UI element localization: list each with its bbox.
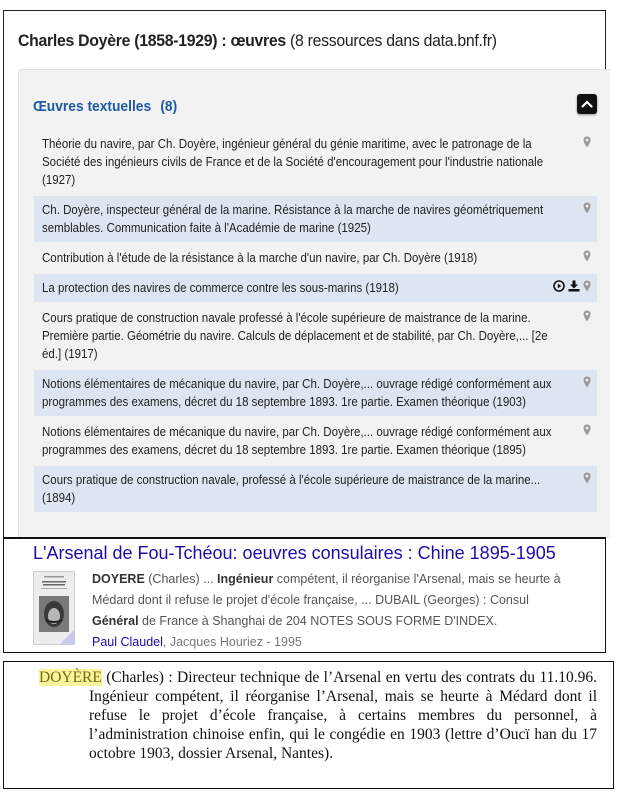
- map-pin-icon[interactable]: [583, 136, 591, 148]
- work-actions: [583, 202, 591, 214]
- page-title-count: (8 ressources dans data.bnf.fr): [285, 31, 497, 50]
- work-title[interactable]: La protection des navires de commerce contre les sous-marins (1918): [42, 281, 399, 295]
- notice-body: (Charles) : Directeur technique de l’Arsenal en vertu des contrats du 11.10.96. Ingénieur compétent, il réorganise l’Arsenal, mais se heurte à Médard dont il refuse le projet d’école française, à certains membres du personnel, à l’administration chinoise enfin, qui le congédie en 1903 (lettre d’Oucï han du 17 octobre 1903, dossier Arsenal, Nantes).: [89, 669, 597, 762]
- map-pin-icon[interactable]: [583, 424, 591, 436]
- work-actions: [583, 136, 591, 148]
- work-list-item[interactable]: [34, 466, 597, 514]
- work-list-item[interactable]: [34, 244, 597, 274]
- download-icon[interactable]: [568, 280, 580, 292]
- section-header[interactable]: [33, 98, 177, 115]
- map-pin-icon[interactable]: [583, 310, 591, 322]
- work-actions: [583, 376, 591, 388]
- works-list: [34, 130, 597, 514]
- snippet-text: Médard dont il refuse le projet d'école française, ... DUBAIL (Georges) : Consul: [92, 593, 529, 607]
- google-books-result: [3, 537, 606, 653]
- work-actions: [583, 424, 591, 436]
- author-link[interactable]: Paul Claudel: [92, 635, 163, 649]
- work-title[interactable]: Notions élémentaires de mécanique du navire, par Ch. Doyère,... ouvrage rédigé conformément aux programmes des examens, décret du 18 septembre 1893. 1re partie. Examen théorique (1895): [42, 425, 552, 457]
- work-actions: [583, 250, 591, 262]
- bnf-works-panel: [3, 10, 606, 537]
- snippet-bold: Ingénieur: [217, 572, 274, 586]
- map-pin-icon[interactable]: [583, 280, 591, 292]
- work-list-item[interactable]: [34, 196, 597, 244]
- snippet-bold: Général: [92, 614, 139, 628]
- work-title[interactable]: Ch. Doyère, inspecteur général de la marine. Résistance à la marche de navires géométriquement semblables. Communication faite à l'Académie de marine (1925): [42, 203, 544, 235]
- snippet-text: compétent, il réorganise l'Arsenal, mais se heurte à: [273, 572, 561, 586]
- book-cover-thumbnail[interactable]: [33, 571, 75, 645]
- book-authors: [92, 632, 604, 653]
- work-list-item[interactable]: [34, 130, 597, 196]
- map-pin-icon[interactable]: [583, 250, 591, 262]
- snippet-text: de France à Shanghai de 204 NOTES SOUS FORME D'INDEX.: [138, 614, 498, 628]
- work-list-item[interactable]: [34, 304, 597, 370]
- map-pin-icon[interactable]: [583, 472, 591, 484]
- snippet-text: (Charles) ...: [144, 572, 218, 586]
- work-actions: [553, 280, 591, 292]
- work-actions: [583, 310, 591, 322]
- work-title[interactable]: Théorie du navire, par Ch. Doyère, ingénieur général du génie maritime, avec le patronage de la Société des ingénieurs civils de France et de la Société d'encouragement pour l'industrie nationale (1927): [42, 137, 544, 187]
- notice-text: [39, 668, 597, 763]
- collapse-button[interactable]: [577, 94, 597, 114]
- work-list-item[interactable]: [34, 274, 597, 304]
- book-cover-image: [34, 572, 74, 644]
- page-title-main: Charles Doyère (1858-1929) : œuvres: [18, 31, 286, 50]
- play-icon[interactable]: [553, 280, 565, 292]
- work-title[interactable]: Notions élémentaires de mécanique du navire, par Ch. Doyère,... ouvrage rédigé conformément aux programmes des examens, décret du 18 septembre 1893. 1re partie. Examen théorique (1903): [42, 377, 552, 409]
- authors-rest: , Jacques Houriez - 1995: [162, 635, 302, 649]
- section-label: Œuvres textuelles: [33, 98, 152, 115]
- book-snippet: [92, 569, 604, 653]
- work-list-item[interactable]: [34, 370, 597, 418]
- snippet-bold: DOYERE: [92, 572, 145, 586]
- book-title-link[interactable]: L'Arsenal de Fou-Tchéou: oeuvres consulaires : Chine 1895-1905: [33, 543, 556, 563]
- work-title[interactable]: Contribution à l'étude de la résistance à la marche d'un navire, par Ch. Doyère (1918): [42, 251, 478, 265]
- work-actions: [583, 472, 591, 484]
- section-count: (8): [160, 98, 178, 115]
- map-pin-icon[interactable]: [583, 376, 591, 388]
- map-pin-icon[interactable]: [583, 202, 591, 214]
- work-title[interactable]: Cours pratique de construction navale, professé à l'école supérieure de maistrance de la marine... (1894): [42, 473, 541, 505]
- chevron-up-icon: [581, 100, 593, 108]
- works-section: [18, 69, 610, 538]
- printed-notice: [3, 661, 614, 789]
- page-title: [18, 31, 497, 51]
- work-list-item[interactable]: [34, 418, 597, 466]
- work-title[interactable]: Cours pratique de construction navale professé à l'école supérieure de maistrance de la marine. Première partie. Géométrie du navire. Calculs de déplacement et de stabilité, par Ch. Doyère,... [2e éd.] (1917): [42, 311, 548, 361]
- highlighted-name: DOYÈRE: [39, 669, 102, 686]
